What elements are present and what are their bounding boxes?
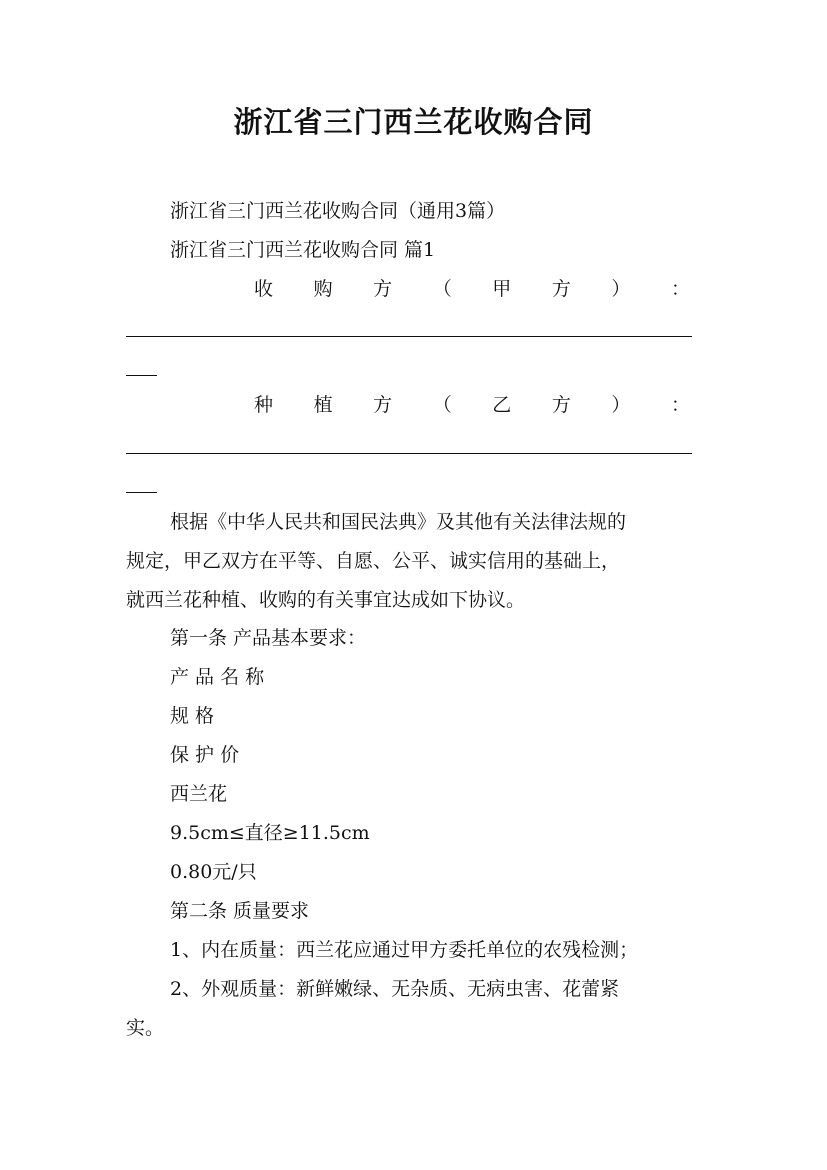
preamble-line: 规定，甲乙双方在平等、自愿、公平、诚实信用的基础上， bbox=[126, 550, 621, 572]
preamble-line: 根据《中华人民共和国民法典》及其他有关法律法规的 bbox=[170, 511, 627, 533]
product-spec: 9.5cm≤直径≥11.5cm bbox=[170, 822, 370, 844]
document-subtitle: 浙江省三门西兰花收购合同（通用3篇） bbox=[170, 200, 506, 222]
party-a-blank-line-end bbox=[126, 375, 157, 376]
party-a-char: 甲 bbox=[492, 278, 512, 300]
party-b-char: 植 bbox=[313, 394, 333, 416]
table-header-spec: 规 格 bbox=[170, 705, 215, 727]
party-b-char: （ bbox=[432, 394, 452, 416]
party-b-char: 方 bbox=[551, 394, 571, 416]
party-b-blank-line bbox=[126, 453, 692, 454]
party-b-char: ） bbox=[611, 394, 631, 416]
party-a-blank-line bbox=[126, 336, 692, 337]
party-b-blank-line-end bbox=[126, 492, 157, 493]
quality-item: 1、内在质量：西兰花应通过甲方委托单位的农残检测； bbox=[170, 939, 639, 961]
section-heading: 浙江省三门西兰花收购合同 篇1 bbox=[170, 239, 436, 261]
party-a-char: 方 bbox=[373, 278, 393, 300]
quality-item: 2、外观质量：新鲜嫩绿、无杂质、无病虫害、花蕾紧 bbox=[170, 978, 620, 1000]
party-b-char: 方 bbox=[373, 394, 393, 416]
party-a-char: ） bbox=[611, 278, 631, 300]
party-b-char: ： bbox=[670, 394, 690, 416]
product-name: 西兰花 bbox=[170, 783, 228, 805]
article-1-title: 第一条 产品基本要求： bbox=[170, 627, 367, 649]
preamble-line: 就西兰花种植、收购的有关事宜达成如下协议。 bbox=[126, 589, 526, 611]
party-b-label bbox=[254, 391, 690, 419]
table-header-name: 产 品 名 称 bbox=[170, 666, 265, 688]
quality-item-continued: 实。 bbox=[126, 1017, 165, 1039]
party-a-char: 购 bbox=[313, 278, 333, 300]
product-price: 0.80元/只 bbox=[170, 861, 257, 883]
party-a-char: 方 bbox=[551, 278, 571, 300]
party-b-char: 种 bbox=[254, 394, 274, 416]
party-a-char: ： bbox=[670, 278, 690, 300]
article-2-title: 第二条 质量要求 bbox=[170, 900, 310, 922]
table-header-price: 保 护 价 bbox=[170, 744, 240, 766]
document-title: 浙江省三门西兰花收购合同 bbox=[233, 105, 594, 139]
party-a-label bbox=[254, 275, 690, 303]
party-a-char: 收 bbox=[254, 278, 274, 300]
party-b-char: 乙 bbox=[492, 394, 512, 416]
party-a-char: （ bbox=[432, 278, 452, 300]
